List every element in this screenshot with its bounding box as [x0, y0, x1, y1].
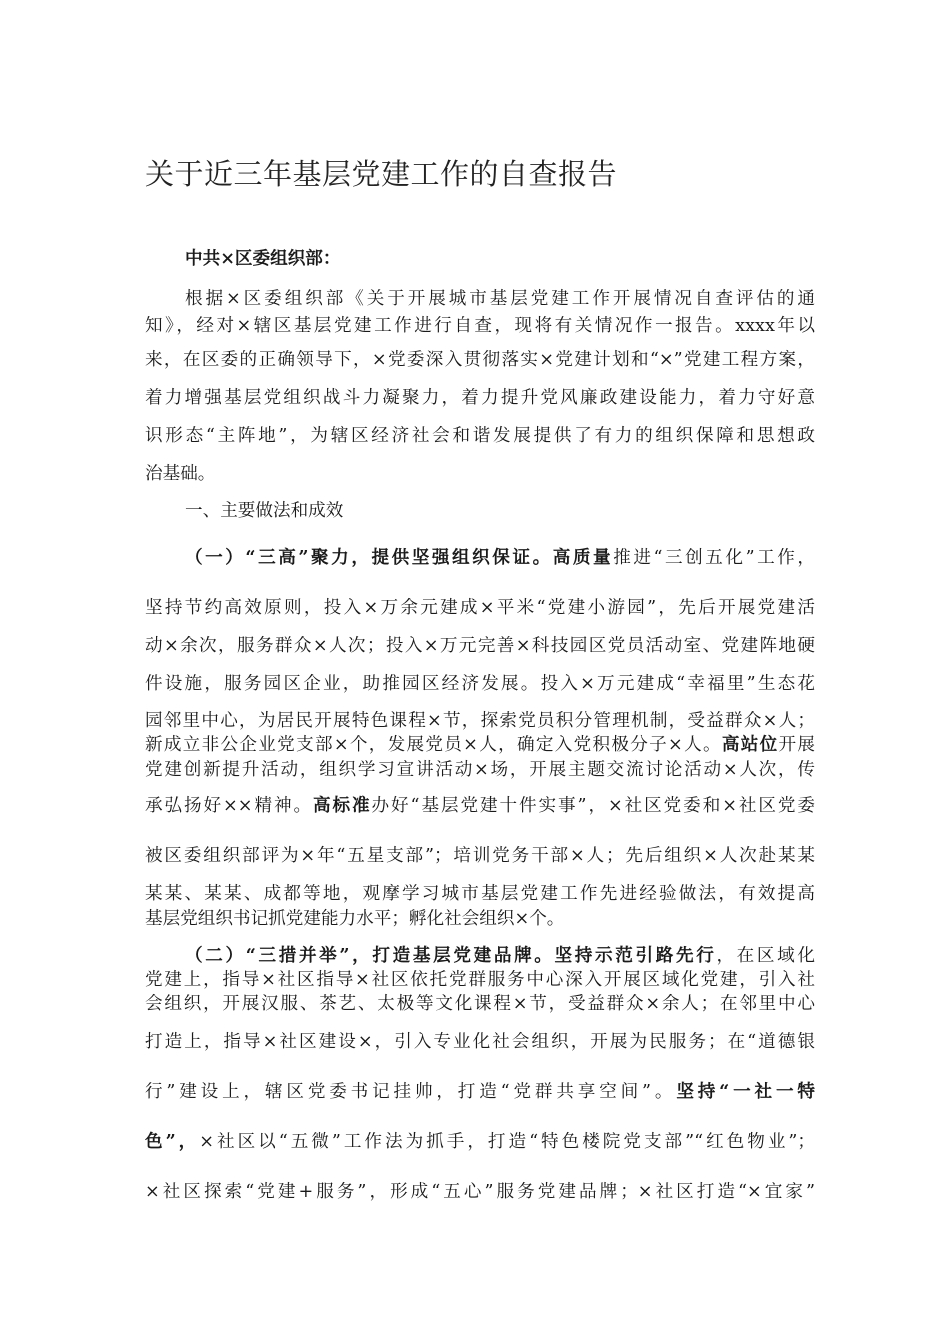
intro-line: 着力增强基层党组织战斗力凝聚力，着力提升党风廉政建设能力，着力守好意: [145, 388, 815, 408]
keyword: 坚持“一社一特: [676, 1081, 815, 1102]
body-line: ×社区探索“党建+服务”，形成“五心”服务党建品牌；×社区打造“×宜家”: [145, 1182, 815, 1202]
body-line: 件设施，服务园区企业，助推园区经济发展。投入×万元建成“幸福里”生态花: [145, 674, 815, 694]
keyword: 高质量: [552, 547, 614, 568]
intro-line: 来，在区委的正确领导下，×党委深入贯彻落实×党建计划和“×”党建工程方案，: [145, 350, 815, 370]
body-line: 园邻里中心，为居民开展特色课程×节，探索党员积分管理机制，受益群众×人；: [145, 711, 815, 731]
body-line: 基层党组织书记抓党建能力水平；孵化社会组织×个。: [145, 909, 565, 929]
subsection-first-line: [185, 944, 815, 968]
body-line: 打造上，指导×社区建设×，引入专业化社会组织，开展为民服务；在“道德银: [145, 1032, 815, 1052]
text-run: 承弘扬好××精神。: [145, 796, 313, 816]
body-line: 坚持节约高效原则，投入×万余元建成×平米“党建小游园”，先后开展党建活: [145, 598, 815, 618]
intro-line: 知》，经对×辖区基层党建工作进行自查，现将有关情况作一报告。xxxx年以: [145, 316, 815, 336]
page-title: 关于近三年基层党建工作的自查报告: [145, 157, 618, 191]
body-line-mixed: [145, 1130, 815, 1154]
text-run: ×社区以“五微”工作法为抓手，打造“特色楼院党支部”“红色物业”；: [199, 1132, 815, 1152]
body-line: 某某、某某、成都等地，观摩学习城市基层党建工作先进经验做法，有效提高: [145, 884, 815, 904]
body-line-mixed: [145, 1080, 815, 1104]
subsection-heading: （二）“三措并举”，打造基层党建品牌。: [185, 945, 555, 966]
body-line: 党建上，指导×社区指导×社区依托党群服务中心深入开展区域化党建，引入社: [145, 970, 815, 990]
intro-line: 识形态“主阵地”，为辖区经济社会和谐发展提供了有力的组织保障和思想政: [145, 426, 815, 446]
body-line-mixed: [145, 794, 815, 818]
body-line: 会组织，开展汉服、茶艺、太极等文化课程×节，受益群众×余人；在邻里中心: [145, 994, 815, 1014]
keyword: 高标准: [312, 795, 372, 816]
body-line-mixed: [145, 733, 815, 757]
subsection-first-line: [185, 546, 815, 570]
intro-line: 根据×区委组织部《关于开展城市基层党建工作开展情况自查评估的通: [185, 289, 815, 309]
body-line: 党建创新提升活动，组织学习宣讲活动×场，开展主题交流讨论活动×人次，传: [145, 760, 815, 780]
text-run: 办好“基层党建十件实事”，×社区党委和×社区党委: [371, 796, 815, 816]
keyword: 色”，: [145, 1131, 200, 1152]
text-run: 开展: [778, 735, 815, 755]
keyword: 高站位: [721, 734, 779, 755]
text-run: 行”建设上，辖区党委书记挂帅，打造“党群共享空间”。: [145, 1082, 677, 1102]
text-run: 推进“三创五化”工作，: [613, 548, 815, 568]
text-run: 新成立非公企业党支部×个，发展党员×人，确定入党积极分子×人。: [145, 735, 722, 755]
intro-line: 治基础。: [145, 464, 216, 484]
body-line: 动×余次，服务群众×人次；投入×万元完善×科技园区党员活动室、党建阵地硬: [145, 636, 815, 656]
section-heading: 一、主要做法和成效: [185, 501, 344, 521]
body-line: 被区委组织部评为×年“五星支部”；培训党务干部×人；先后组织×人次赴某某: [145, 846, 815, 866]
keyword: 坚持示范引路先行: [554, 945, 717, 966]
text-run: ，在区域化: [716, 946, 815, 966]
salutation: 中共×区委组织部：: [185, 248, 341, 269]
subsection-heading: （一）“三高”聚力，提供坚强组织保证。: [185, 547, 553, 568]
